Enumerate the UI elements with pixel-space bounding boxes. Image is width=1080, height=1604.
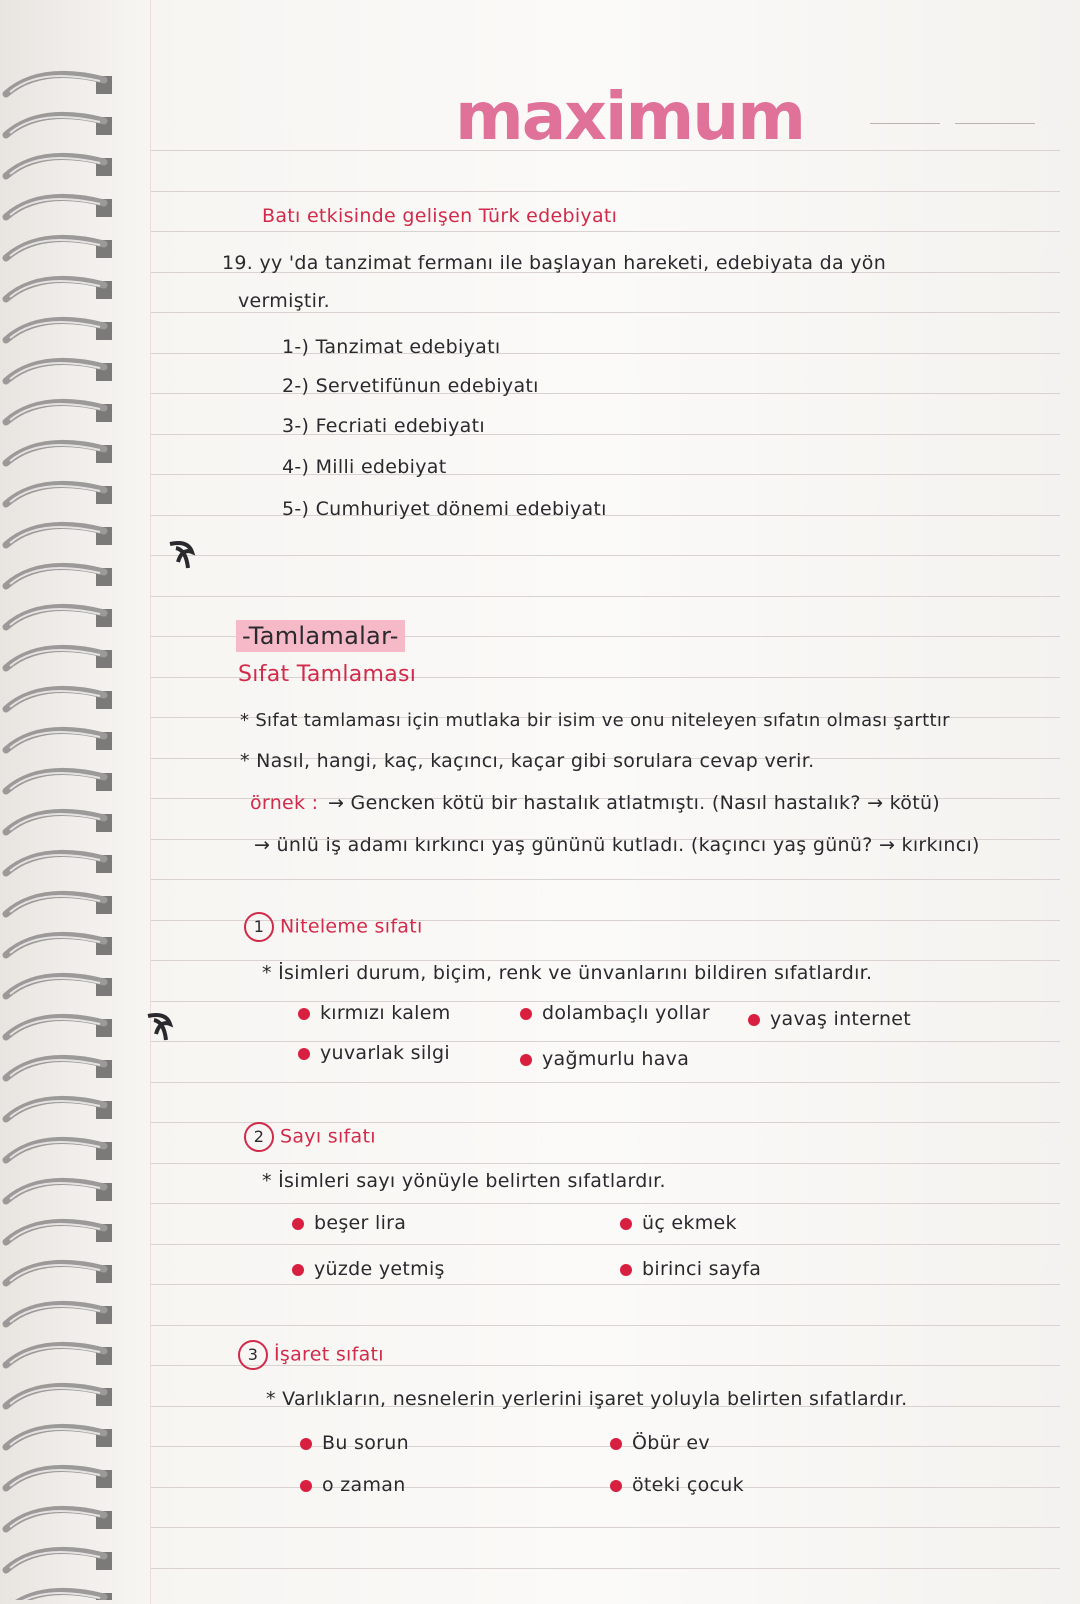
spiral-ring <box>6 197 112 217</box>
spiral-ring <box>6 566 112 586</box>
type-2-number: 2 <box>244 1122 274 1152</box>
list-item: yüzde yetmiş <box>292 1258 445 1280</box>
type-2-heading <box>244 1122 376 1152</box>
page-title: Batı etkisinde gelişen Türk edebiyatı <box>262 205 618 227</box>
period-5: 5-) Cumhuriyet dönemi edebiyatı <box>282 498 607 520</box>
rule-2: * Nasıl, hangi, kaç, kaçıncı, kaçar gibi sorulara cevap verir. <box>240 750 815 772</box>
spiral-ring <box>6 1058 112 1078</box>
bullet-dot <box>610 1438 622 1450</box>
ruled-line <box>150 596 1060 597</box>
spiral-binding <box>0 60 140 1600</box>
bullet-dot <box>292 1264 304 1276</box>
brand-logo: maximum <box>455 78 805 155</box>
example-1: → Gencken kötü bir hastalık atlatmıştı. (Nasıl hastalık? → kötü) <box>328 792 941 814</box>
spiral-ring <box>6 1263 112 1283</box>
bullet-dot <box>292 1218 304 1230</box>
spiral-ring <box>6 1140 112 1160</box>
spiral-ring <box>6 976 112 996</box>
rule-1: * Sıfat tamlaması için mutlaka bir isim ve onu niteleyen sıfatın olması şarttır <box>240 710 950 731</box>
spiral-ring <box>6 1304 112 1324</box>
spiral-ring <box>6 771 112 791</box>
spiral-ring <box>6 1099 112 1119</box>
spiral-ring <box>6 1591 112 1600</box>
type-3-heading <box>238 1340 384 1370</box>
period-4: 4-) Milli edebiyat <box>282 456 447 478</box>
list-item: beşer lira <box>292 1212 406 1234</box>
ink-scribble <box>140 1010 180 1050</box>
ruled-line <box>150 1244 1060 1245</box>
example-label: örnek : <box>250 792 319 814</box>
list-item: kırmızı kalem <box>298 1002 451 1024</box>
spiral-ring <box>6 156 112 176</box>
ruled-line <box>150 1487 1060 1488</box>
spiral-ring <box>6 853 112 873</box>
margin-line <box>150 0 151 1604</box>
example-2: → ünlü iş adamı kırkıncı yaş gününü kutladı. (kaçıncı yaş günü? → kırkıncı) <box>254 834 980 856</box>
ruled-line <box>150 312 1060 313</box>
spiral-ring <box>6 894 112 914</box>
list-item: öteki çocuk <box>610 1474 744 1496</box>
spiral-ring <box>6 1181 112 1201</box>
spiral-ring <box>6 1017 112 1037</box>
ruled-line <box>150 1568 1060 1569</box>
spiral-ring <box>6 1468 112 1488</box>
bullet-dot <box>620 1264 632 1276</box>
intro-line-1: 19. yy 'da tanzimat fermanı ile başlayan hareketi, edebiyata da yön <box>222 252 887 274</box>
bullet-dot <box>520 1008 532 1020</box>
spiral-ring <box>6 607 112 627</box>
list-item: üç ekmek <box>620 1212 737 1234</box>
ruled-line <box>150 1041 1060 1042</box>
spiral-ring <box>6 320 112 340</box>
spiral-ring <box>6 1345 112 1365</box>
ruled-line <box>150 1284 1060 1285</box>
spiral-ring <box>6 443 112 463</box>
ruled-line <box>150 1082 1060 1083</box>
ruled-line <box>150 879 1060 880</box>
type-1-definition: * İsimleri durum, biçim, renk ve ünvanlarını bildiren sıfatlardır. <box>262 962 873 984</box>
type-1-number: 1 <box>244 912 274 942</box>
ruled-line <box>150 1446 1060 1447</box>
list-item: o zaman <box>300 1474 406 1496</box>
ruled-line <box>150 960 1060 961</box>
spiral-ring <box>6 484 112 504</box>
spiral-ring <box>6 238 112 258</box>
spiral-ring <box>6 74 112 94</box>
period-3: 3-) Fecriati edebiyatı <box>282 415 485 437</box>
list-item: yuvarlak silgi <box>298 1042 450 1064</box>
ruled-line <box>150 191 1060 192</box>
type-3-name: İşaret sıfatı <box>274 1343 384 1366</box>
spiral-ring <box>6 812 112 832</box>
spiral-ring <box>6 115 112 135</box>
type-2-name: Sayı sıfatı <box>280 1125 376 1148</box>
type-2-definition: * İsimleri sayı yönüyle belirten sıfatlardır. <box>262 1170 666 1192</box>
list-item: Öbür ev <box>610 1432 710 1454</box>
spiral-ring <box>6 402 112 422</box>
bullet-dot <box>620 1218 632 1230</box>
intro-line-2: vermiştir. <box>238 290 330 312</box>
bullet-dot <box>298 1008 310 1020</box>
bullet-dot <box>748 1014 760 1026</box>
period-1: 1-) Tanzimat edebiyatı <box>282 336 501 358</box>
spiral-ring <box>6 279 112 299</box>
spiral-ring <box>6 1509 112 1529</box>
spiral-ring <box>6 1427 112 1447</box>
section-heading-text: -Tamlamalar- <box>236 620 405 652</box>
spiral-ring <box>6 525 112 545</box>
type-3-number: 3 <box>238 1340 268 1370</box>
type-1-name: Niteleme sıfatı <box>280 915 423 938</box>
ruled-line <box>150 1527 1060 1528</box>
ruled-line <box>150 1203 1060 1204</box>
spiral-ring <box>6 1386 112 1406</box>
section-heading <box>236 622 405 650</box>
bullet-dot <box>300 1480 312 1492</box>
bullet-dot <box>300 1438 312 1450</box>
list-item: yavaş internet <box>748 1008 911 1030</box>
section-subheading: Sıfat Tamlaması <box>238 662 417 687</box>
type-3-definition: * Varlıkların, nesnelerin yerlerini işaret yoluyla belirten sıfatlardır. <box>266 1388 908 1410</box>
spiral-ring <box>6 1222 112 1242</box>
spiral-ring <box>6 1550 112 1570</box>
ruled-line <box>150 231 1060 232</box>
spiral-ring <box>6 730 112 750</box>
ink-scribble <box>162 538 202 578</box>
list-item: birinci sayfa <box>620 1258 761 1280</box>
spiral-ring <box>6 648 112 668</box>
list-item: yağmurlu hava <box>520 1048 689 1070</box>
date-line <box>955 123 1035 124</box>
bullet-dot <box>610 1480 622 1492</box>
date-line <box>870 123 940 124</box>
ruled-line <box>150 1325 1060 1326</box>
spiral-ring <box>6 361 112 381</box>
bullet-dot <box>520 1054 532 1066</box>
period-2: 2-) Servetifünun edebiyatı <box>282 375 539 397</box>
spiral-ring <box>6 689 112 709</box>
ruled-line <box>150 555 1060 556</box>
spiral-ring <box>6 935 112 955</box>
list-item: Bu sorun <box>300 1432 409 1454</box>
ruled-line <box>150 1163 1060 1164</box>
type-1-heading <box>244 912 423 942</box>
list-item: dolambaçlı yollar <box>520 1002 710 1024</box>
bullet-dot <box>298 1048 310 1060</box>
